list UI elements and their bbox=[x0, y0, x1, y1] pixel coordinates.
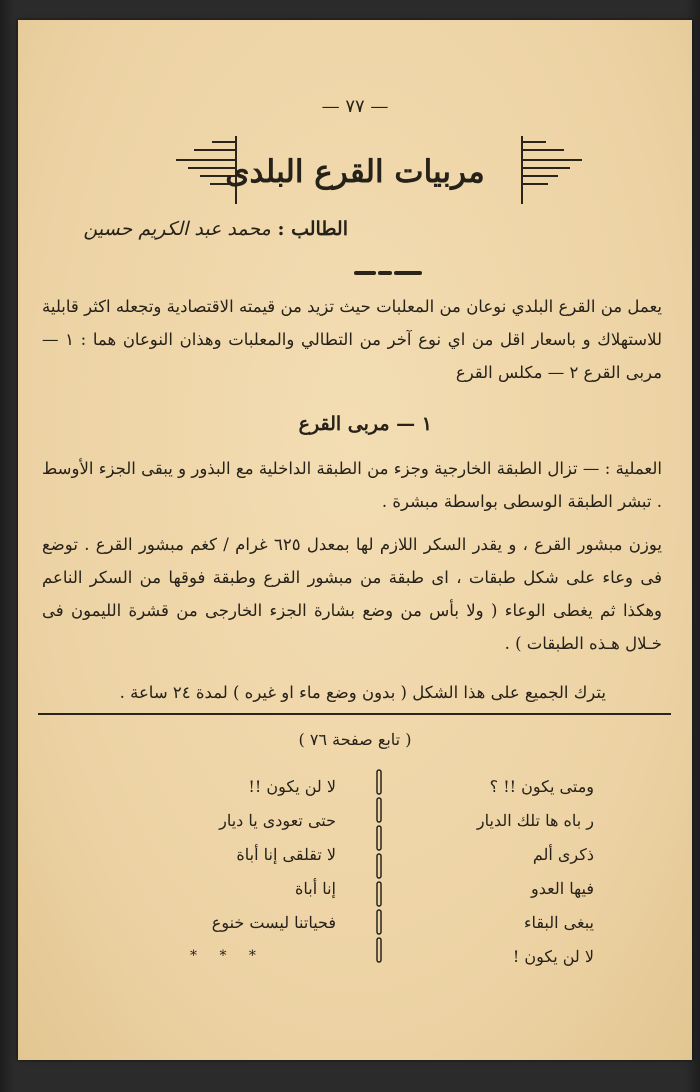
poem-line: لا تقلقى إنا أباة bbox=[236, 845, 336, 864]
author-label: الطالب : bbox=[277, 218, 348, 240]
poem-line: ر باه ها تلك الديار bbox=[476, 811, 594, 830]
process-paragraph: العملية : — تزال الطبقة الخارجية وجزء من الطبقة الداخلية مع البذور و يبقى الجزء الأوسط . تبشر الطبقة الوسطى بواسطة مبشرة . bbox=[42, 459, 662, 511]
page-number: — ٧٧ — bbox=[321, 96, 389, 117]
ending-stars: * * * bbox=[190, 948, 265, 964]
document-page bbox=[18, 20, 692, 1060]
poem-column-divider bbox=[374, 768, 384, 964]
poem-line: فيها العدو bbox=[531, 879, 594, 898]
page-title: مربيات القرع البلدى bbox=[225, 154, 485, 190]
poem-line: فحياتنا ليست خنوع bbox=[211, 913, 336, 932]
intro-paragraph: يعمل من القرع البلدي نوعان من المعلبات حيث تزيد من قيمته الاقتصادية وتجعله اكثر قابلية للاستهلاك و باسعار اقل من اي نوع آخر من التطالي والمعلبات وهذان النوعان هما : ١ — مربى القرع ٢ — مكلس القرع bbox=[42, 297, 662, 382]
section-rule bbox=[38, 713, 671, 715]
poem-right-column bbox=[477, 770, 594, 974]
resting-paragraph: يترك الجميع على هذا الشكل ( بدون وضع ماء او غيره ) لمدة ٢٤ ساعة . bbox=[119, 683, 606, 702]
author-name: محمد عبد الكريم حسين bbox=[83, 218, 271, 240]
author-line bbox=[83, 218, 348, 240]
page-content bbox=[18, 20, 692, 1060]
weighing-paragraph: يوزن مبشور القرع ، و يقدر السكر اللازم لها بمعدل ٦٢٥ غرام / كغم مبشور القرع . توضع فى وعاء على شكل طبقات ، اى طبقة من مبشور القرع وطبقة فوقها من السكر الناعم وهكذا ثم يغطى الوعاء ( ولا بأس من وضع بشارة الجزء الخارجى من قشرة الليمون فى خـلال هـذه الطبقات ) . bbox=[42, 535, 662, 653]
divider-ornament bbox=[352, 268, 424, 278]
section-heading: ١ — مربى القرع bbox=[298, 413, 432, 435]
continued-note: ( تابع صفحة ٧٦ ) bbox=[298, 730, 412, 749]
poem-line: حتى تعودى يا ديار bbox=[219, 811, 336, 830]
poem-line: يبغى البقاء bbox=[523, 913, 594, 932]
poem-line: ذكرى ألم bbox=[532, 845, 594, 864]
poem-line: إنا أباة bbox=[294, 879, 336, 898]
poem-line: لا لن يكون ! bbox=[512, 947, 594, 966]
poem-line: لا لن يكون !! bbox=[248, 777, 336, 796]
poem-line: ومتى يكون !! ؟ bbox=[489, 777, 594, 796]
poem-left-column bbox=[212, 770, 336, 940]
